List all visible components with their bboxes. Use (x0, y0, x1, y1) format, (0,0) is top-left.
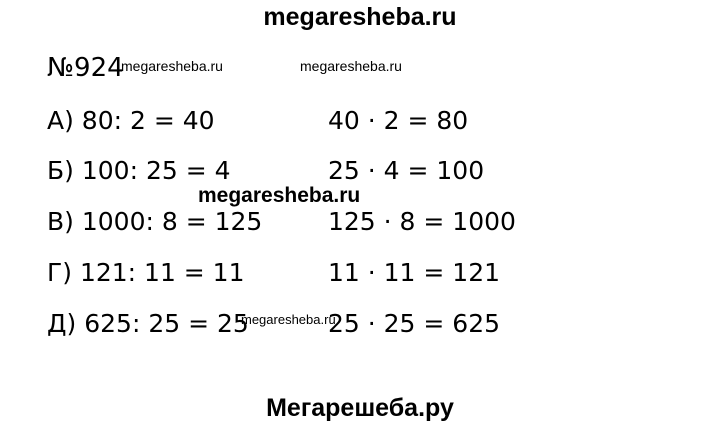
division-row-a: А) 80: 2 = 40 (47, 106, 215, 135)
watermark-middle: megaresheba.ru (198, 184, 361, 207)
site-footer-title: Мегарешеба.ру (266, 394, 454, 422)
division-row-g: Г) 121: 11 = 11 (47, 258, 245, 287)
multiplication-row-b: 25 · 4 = 100 (328, 156, 485, 185)
site-header-title: megaresheba.ru (263, 3, 457, 31)
watermark-next-to-number: megaresheba.ru (121, 58, 223, 74)
multiplication-row-g: 11 · 11 = 121 (328, 258, 501, 287)
watermark-bottom-row: megaresheba.ru (241, 312, 336, 327)
problem-number: №924 (47, 53, 124, 83)
multiplication-row-v: 125 · 8 = 1000 (328, 207, 516, 236)
watermark-top-right: megaresheba.ru (300, 58, 402, 74)
multiplication-row-d: 25 · 25 = 625 (328, 309, 501, 338)
division-row-d: Д) 625: 25 = 25 (47, 309, 249, 338)
division-row-b: Б) 100: 25 = 4 (47, 156, 231, 185)
multiplication-row-a: 40 · 2 = 80 (328, 106, 469, 135)
division-row-v: В) 1000: 8 = 125 (47, 207, 263, 236)
